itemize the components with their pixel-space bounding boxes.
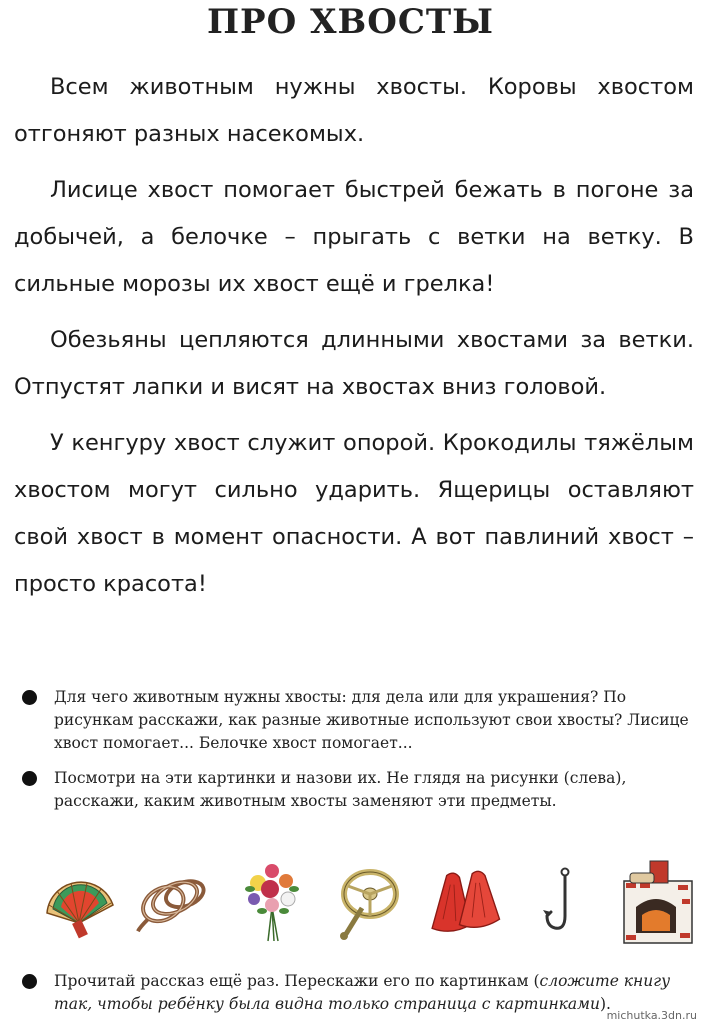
stove-icon xyxy=(616,855,698,947)
flippers-icon xyxy=(423,855,505,947)
story-paragraph-1: Всем животным нужны хвосты. Коровы хвостом отгоняют разных насекомых. xyxy=(14,74,694,147)
bullet-icon xyxy=(22,974,37,989)
task-item-3 xyxy=(14,970,694,1024)
task-1-text: Для чего животным нужны хвосты: для дела или для украшения? По рисункам расскажи, как разные животные используют свои хвосты? Лисице хвост помогает... Белочке хвост помогает... xyxy=(54,688,689,752)
task-3-italic-2: так, чтобы ребёнку была видна только страница с картинками xyxy=(54,995,600,1013)
picture-row xyxy=(38,852,698,950)
page-title: ПРО ХВОСТЫ xyxy=(206,2,495,42)
story-paragraph-4: У кенгуру хвост служит опорой. Крокодилы тяжёлым хвостом могут сильно ударить. Ящерицы оставляют свой хвост в момент опасности. А вот павлиний хвост – просто красота! xyxy=(14,430,694,597)
task-list xyxy=(14,686,694,825)
story-text xyxy=(14,64,694,617)
story-paragraph-3: Обезьяны цепляются длинными хвостами за ветки. Отпустят лапки и висят на хвостах вниз головой. xyxy=(14,327,694,400)
task-item-2 xyxy=(14,767,694,813)
task-3-body xyxy=(14,970,694,1016)
flowers-icon xyxy=(231,855,313,947)
task-item-1 xyxy=(14,686,694,755)
hook-icon xyxy=(520,855,602,947)
watermark: michutka.3dn.ru xyxy=(606,1009,697,1022)
task-3-end: ). xyxy=(600,995,611,1013)
bullet-icon xyxy=(22,690,37,705)
steering-wheel-icon xyxy=(327,855,409,947)
task-2-text: Посмотри на эти картинки и назови их. Не глядя на рисунки (слева), расскажи, каким животным хвосты заменяют эти предметы. xyxy=(54,769,627,810)
story-paragraph-2: Лисице хвост помогает быстрей бежать в погоне за добычей, а белочке – прыгать с ветки на ветку. В сильные морозы их хвост ещё и грелка! xyxy=(14,177,694,297)
task-3-text: Прочитай рассказ ещё раз. Перескажи его по картинкам ( xyxy=(54,972,540,990)
bullet-icon xyxy=(22,771,37,786)
task-3-italic-1: сложите книгу xyxy=(539,972,671,990)
rope-icon xyxy=(134,855,216,947)
fan-icon xyxy=(38,855,120,947)
